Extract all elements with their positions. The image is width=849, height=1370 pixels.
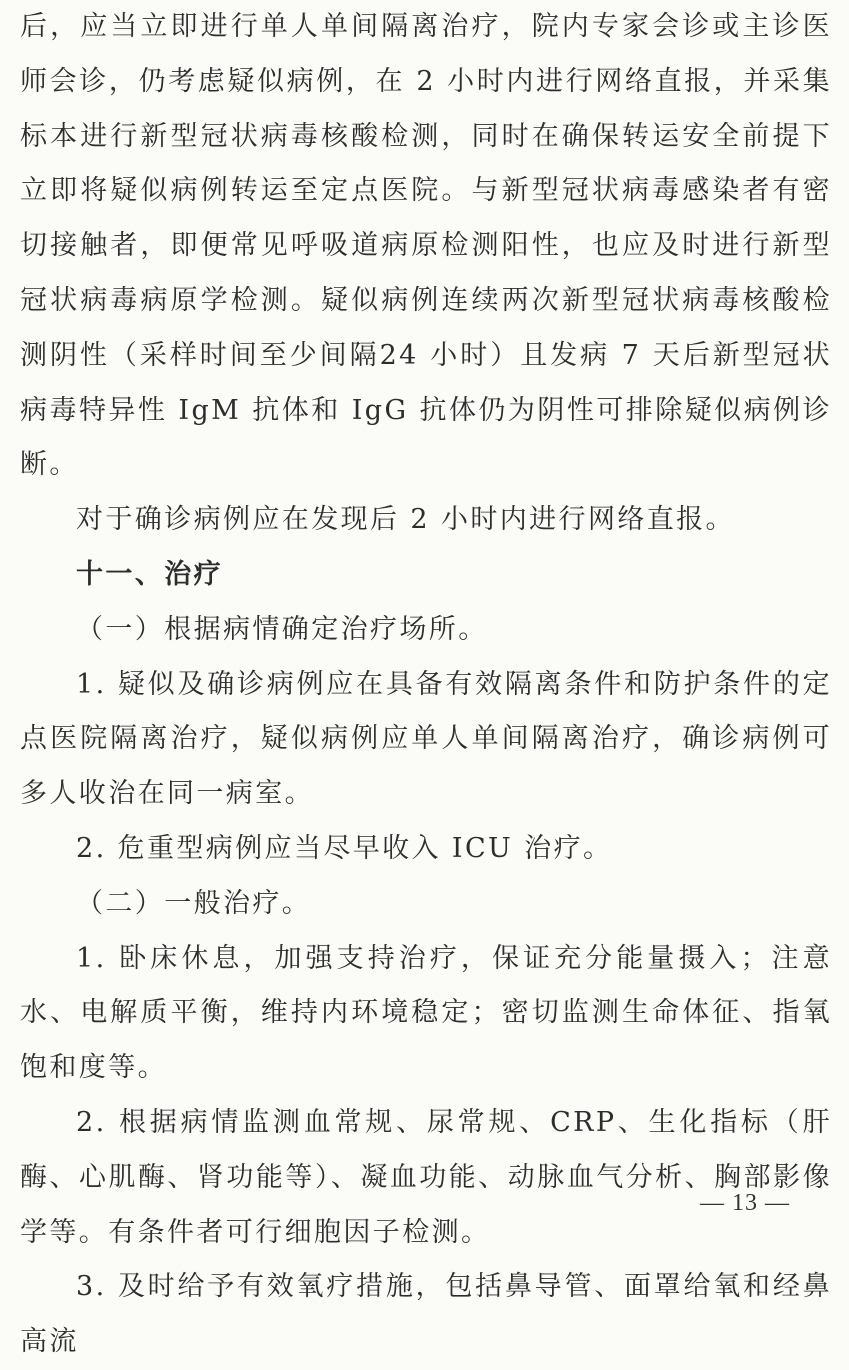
paragraph-general-item-1: 1. 卧床休息，加强支持治疗，保证充分能量摄入；注意水、电解质平衡，维持内环境稳定；密切监测生命体征、指氧饱和度等。 (20, 942, 832, 1084)
page-number: — 13 — (700, 1190, 790, 1216)
section-heading-treatment: 十一、治疗 (76, 558, 223, 590)
paragraph-general-item-2: 2. 根据病情监测血常规、尿常规、CRP、生化指标（肝酶、心肌酶、肾功能等）、凝血功能、动脉血气分析、胸部影像学等。有条件者可行细胞因子检测。 (20, 1106, 832, 1248)
paragraph-general-item-3: 3. 及时给予有效氧疗措施，包括鼻导管、面罩给氧和经鼻高流 (20, 1271, 832, 1358)
paragraph-confirmed-report: 对于确诊病例应在发现后 2 小时内进行网络直报。 (76, 504, 735, 536)
paragraph-location-item-2: 2. 危重型病例应当尽早收入 ICU 治疗。 (76, 832, 613, 864)
document-body (20, 0, 832, 1370)
paragraph-isolation-continuation: 后，应当立即进行单人单间隔离治疗，院内专家会诊或主诊医师会诊，仍考虑疑似病例，在 2 小时内进行网络直报，并采集标本进行新型冠状病毒核酸检测，同时在确保转运安全前提下立即将疑似病例转运至定点医院。与新型冠状病毒感染者有密切接触者，即便常见呼吸道病原检测阳性，也应及时进行新型冠状病毒病原学检测。疑似病例连续两次新型冠状病毒核酸检测阴性（采样时间至少间隔24 小时）且发病 7 天后新型冠状病毒特异性 IgM 抗体和 IgG 抗体仍为阴性可排除疑似病例诊断。 (20, 11, 832, 481)
paragraph-location-item-1: 1. 疑似及确诊病例应在具备有效隔离条件和防护条件的定点医院隔离治疗，疑似病例应单人单间隔离治疗，确诊病例可多人收治在同一病室。 (20, 668, 832, 810)
subheading-treatment-location: （一）根据病情确定治疗场所。 (76, 613, 488, 645)
subheading-general-treatment: （二）一般治疗。 (76, 887, 312, 919)
